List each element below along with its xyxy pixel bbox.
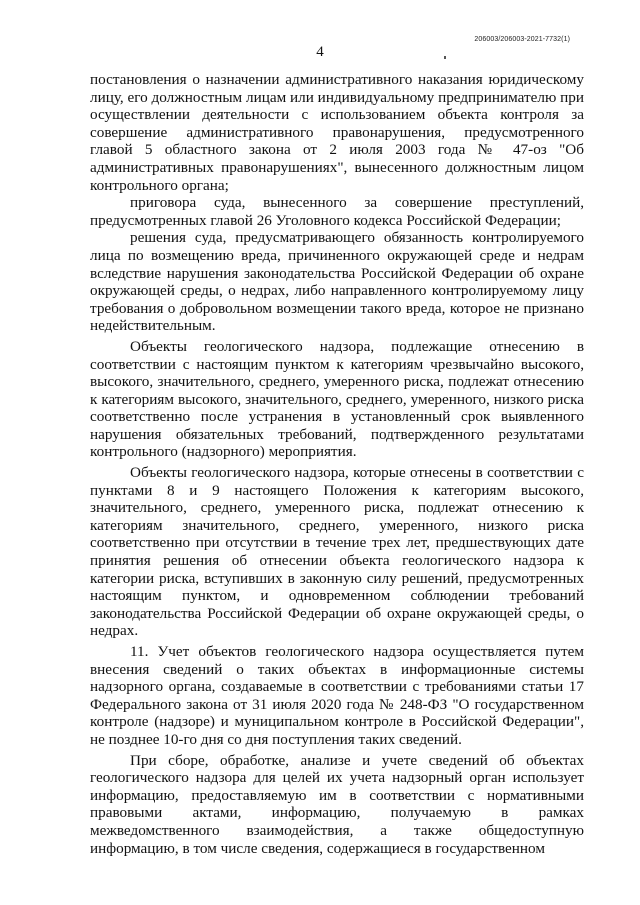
paragraph-risk-downgrade-three-years: Объекты геологического надзора, которые отнесены в соответствии с пунктами 8 и 9 настоящего Положения к категориям высокого, значительного, среднего, умеренного риска, подлежат отнесению к категориям значительного, среднего, умеренного, низкого риска соответственно при отсутствии в течение трех лет, предшествующих дате принятия решения об отнесении объекта геологического надзора к категории риска, вступивших в законную силу решений, предусмотренных настоящим пунктом, и одновременном соблюдении требований законодательства Российской Федерации об охране окружающей среды, о недрах.: [90, 464, 584, 640]
paragraph-risk-downgrade-after-fix: Объекты геологического надзора, подлежащие отнесению в соответствии с настоящим пунктом к категориям чрезвычайно высокого, высокого, значительного, среднего, умеренного риска, подлежат отнесению к категориям высокого, значительного, среднего, умеренного, низкого риска соответственно после устранения в установленный срок выявленного нарушения обязательных требований, подтвержденного результатами контрольного (надзорного) мероприятия.: [90, 337, 584, 461]
paragraph-administrative-penalty: постановления о назначении административного наказания юридическому лицу, его должностным лицам или индивидуальному предпринимателю при осуществлении деятельности с использованием объекта контроля за совершение административного правонарушения, предусмотренного главой 5 областного закона от 2 июля 2003 года № 47-оз "Об административных правонарушениях", вынесенного должностным лицом контрольного органа;: [90, 71, 584, 194]
paragraph-clause-11: 11. Учет объектов геологического надзора осуществляется путем внесения сведений о таких объектах в информационные системы надзорного органа, создаваемые в соответствии с требованиями статьи 17 Федерального закона от 31 июля 2020 года № 248-ФЗ "О государственном контроле (надзоре) и муниципальном контроле в Российской Федерации", не позднее 10-го дня со дня поступления таких сведений.: [90, 643, 584, 748]
paragraph-court-sentence: приговора суда, вынесенного за совершение преступлений, предусмотренных главой 26 Уголовного кодекса Российской Федерации;: [90, 194, 584, 229]
document-body: [90, 71, 584, 857]
paragraph-data-collection: При сборе, обработке, анализе и учете сведений об объектах геологического надзора для целей их учета надзорный орган использует информацию, предоставляемую им в соответствии с нормативными правовыми актами, информацию, получаемую в рамках межведомственного взаимодействия, а также общедоступную информацию, в том числе сведения, содержащиеся в государственном: [90, 751, 584, 857]
registration-number: 206003/206003-2021-7732(1): [474, 36, 570, 43]
scan-speck: [444, 56, 446, 59]
page-number: 4: [316, 44, 324, 60]
paragraph-court-decision: решения суда, предусматривающего обязанность контролируемого лица по возмещению вреда, причиненного окружающей среде и недрам вследствие нарушения законодательства Российской Федерации об охране окружающей среды, о недрах, либо направленного контролируемому лицу требования о добровольном возмещении такого вреда, которое не признано недействительным.: [90, 229, 584, 335]
